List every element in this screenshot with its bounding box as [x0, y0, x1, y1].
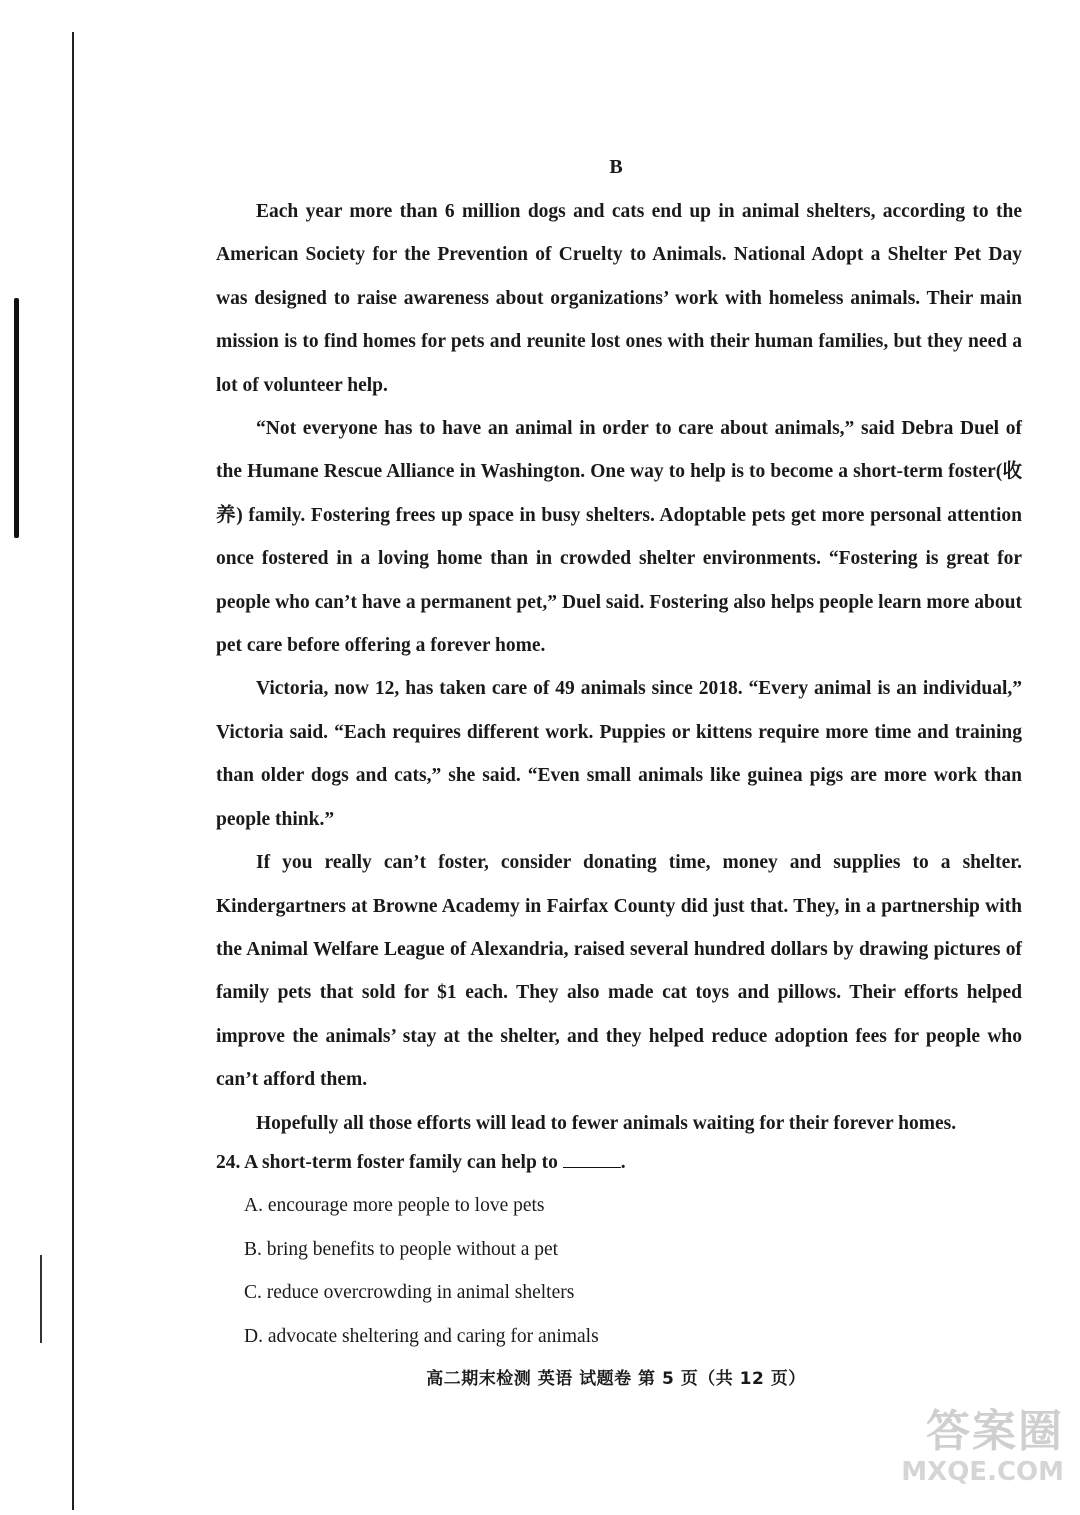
- passage-paragraph: “Not everyone has to have an animal in order to care about animals,” said Debra Duel of the Humane Rescue Alliance in Washington. One way to help is to become a short-term foster(收养) family. Fostering frees up space in busy shelters. Adoptable pets get more personal attention once fostered in a loving home than in crowded shelter environments. “Fostering is great for people who can’t have a permanent pet,” Duel said. Fostering also helps people learn more about pet care before offering a forever home.: [216, 418, 1022, 657]
- answer-blank: [563, 1151, 621, 1168]
- watermark-domain: MXQE.COM: [901, 1457, 1064, 1487]
- option-a: A. encourage more people to love pets: [244, 1195, 545, 1217]
- question-stem: [216, 1141, 1022, 1184]
- section-heading: B: [609, 156, 623, 178]
- option-b: B. bring benefits to people without a pet: [244, 1238, 559, 1260]
- question-stem-end: .: [620, 1152, 626, 1173]
- site-watermark: [888, 1407, 1064, 1505]
- page-footer: 高二期末检测 英语 试题卷 第 5 页（共 12 页）: [426, 1369, 806, 1389]
- watermark-logo-text: 答案圈: [926, 1406, 1064, 1457]
- reading-passage: [216, 190, 1022, 1145]
- passage-paragraph: If you really can’t foster, consider donating time, money and supplies to a shelter. Kindergartners at Browne Academy in Fairfax County did just that. They, in a partnership with the Animal Welfare League of Alexandria, raised several hundred dollars by drawing pictures of family pets that sold for $1 each. They also made cat toys and pillows. Their efforts helped improve the animals’ stay at the shelter, and they helped reduce adoption fees for people who can’t afford them.: [216, 852, 1022, 1091]
- option-c: C. reduce overcrowding in animal shelters: [244, 1282, 575, 1304]
- passage-paragraph: Each year more than 6 million dogs and cats end up in animal shelters, according to the American Society for the Prevention of Cruelty to Animals. National Adopt a Shelter Pet Day was designed to raise awareness about organizations’ work with homeless animals. Their main mission is to find homes for pets and reunite lost ones with their human families, but they need a lot of volunteer help.: [216, 201, 1022, 396]
- option-d: D. advocate sheltering and caring for animals: [244, 1325, 599, 1347]
- question-24: [216, 1141, 1022, 1358]
- margin-scan-mark: [40, 1255, 42, 1343]
- binding-line: [72, 32, 74, 1510]
- passage-paragraph: Hopefully all those efforts will lead to fewer animals waiting for their forever homes.: [256, 1112, 957, 1134]
- question-stem-text: 24. A short-term foster family can help to: [216, 1152, 558, 1173]
- margin-scan-mark: [14, 298, 19, 538]
- passage-paragraph: Victoria, now 12, has taken care of 49 animals since 2018. “Every animal is an individual,” Victoria said. “Each requires different work. Puppies or kittens require more time and training than older dogs and cats,” she said. “Even small animals like guinea pigs are more work than people think.”: [216, 678, 1022, 830]
